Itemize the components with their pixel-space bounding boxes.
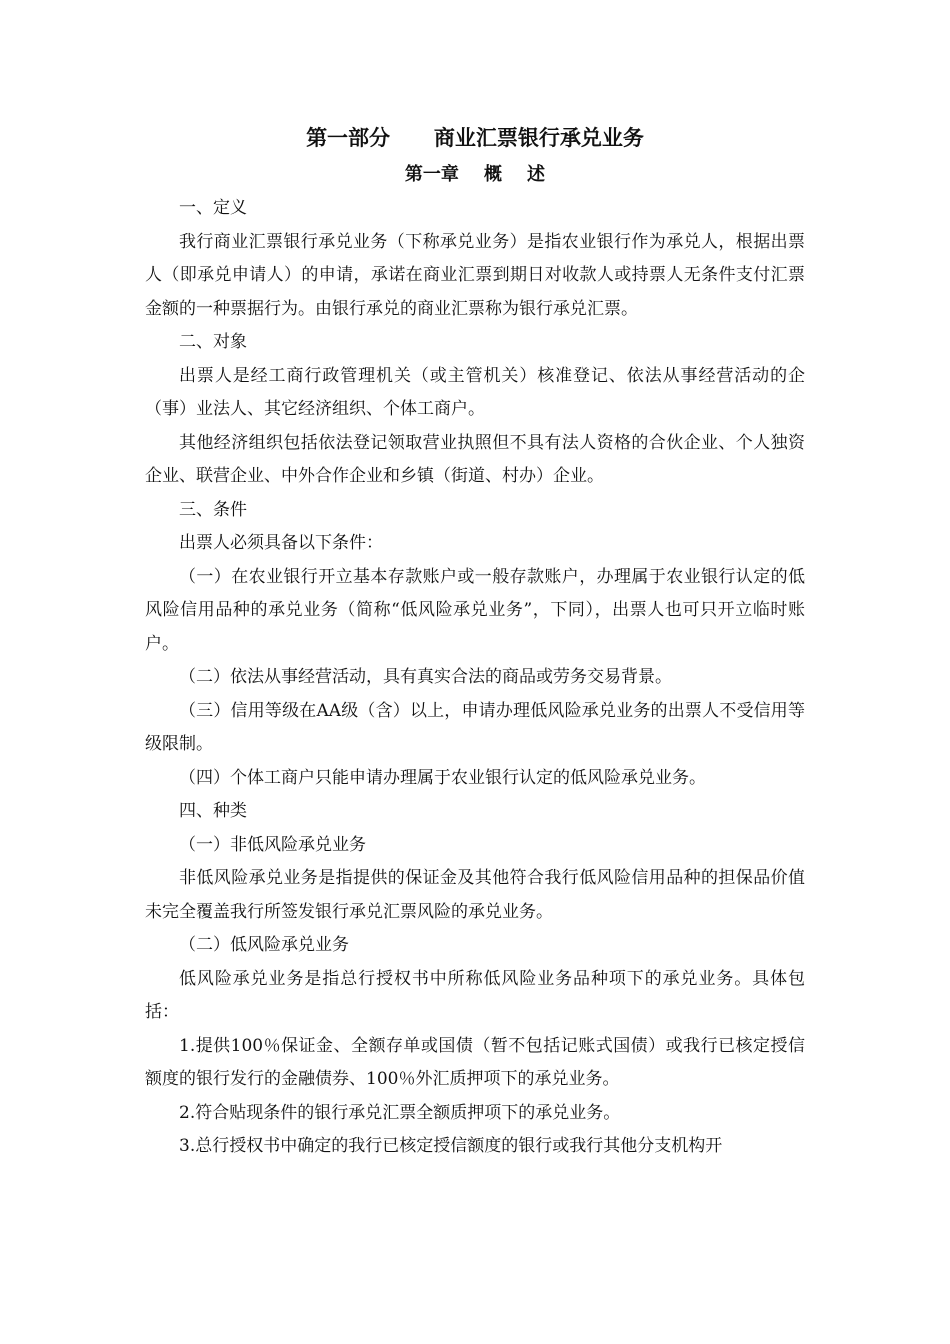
low-risk-item-2: 2.符合贴现条件的银行承兑汇票全额质押项下的承兑业务。 [179,1102,621,1123]
paragraph-other-organizations: 其他经济组织包括依法登记领取营业执照但不具有法人资格的合伙企业、个人独资企业、联营企业、中外合作企业和乡镇（街道、村办）企业。 [145,432,805,486]
type-heading-low-risk: （二）低风险承兑业务 [179,935,349,955]
paragraph-non-low-risk: 非低风险承兑业务是指提供的保证金及其他符合我行低风险信用品种的担保品价值未完全覆盖我行所签发银行承兑汇票风险的承兑业务。 [145,868,805,922]
part-title: 第一部分 商业汇票银行承兑业务 [306,126,644,150]
paragraph-low-risk: 低风险承兑业务是指总行授权书中所称低风险业务品种项下的承兑业务。具体包括： [145,968,805,1022]
section-heading-types: 四、种类 [179,801,247,821]
condition-item-3: （三）信用等级在AA级（含）以上，申请办理低风险承兑业务的出票人不受信用等级限制。 [145,700,805,754]
low-risk-item-3: 3.总行授权书中确定的我行已核定授信额度的银行或我行其他分支机构开 [179,1136,723,1156]
type-heading-non-low-risk: （一）非低风险承兑业务 [179,834,366,855]
condition-item-1: （一）在农业银行开立基本存款账户或一般存款账户，办理属于农业银行认定的低风险信用品种的承兑业务（简称“低风险承兑业务”，下同），出票人也可只开立临时账户。 [145,566,805,654]
condition-item-4: （四）个体工商户只能申请办理属于农业银行认定的低风险承兑业务。 [179,767,706,788]
section-heading-object: 二、对象 [179,332,247,352]
document-page [145,118,805,1164]
paragraph-object: 出票人是经工商行政管理机关（或主管机关）核准登记、依法从事经营活动的企（事）业法人、其它经济组织、个体工商户。 [145,365,805,419]
chapter-title: 第一章 概 述 [404,164,546,185]
low-risk-item-1: 1.提供100％保证金、全额存单或国债（暂不包括记账式国债）或我行已核定授信额度的银行发行的金融债券、100％外汇质押项下的承兑业务。 [145,1035,805,1089]
section-heading-conditions: 三、条件 [179,499,247,520]
condition-item-2: （二）依法从事经营活动，具有真实合法的商品或劳务交易背景。 [179,667,672,687]
section-heading-definition: 一、定义 [179,198,247,218]
paragraph-conditions-intro: 出票人必须具备以下条件： [179,533,383,553]
paragraph-definition: 我行商业汇票银行承兑业务（下称承兑业务）是指农业银行作为承兑人，根据出票人（即承兑申请人）的申请，承诺在商业汇票到期日对收款人或持票人无条件支付汇票金额的一种票据行为。由银行承兑的商业汇票称为银行承兑汇票。 [145,231,805,319]
